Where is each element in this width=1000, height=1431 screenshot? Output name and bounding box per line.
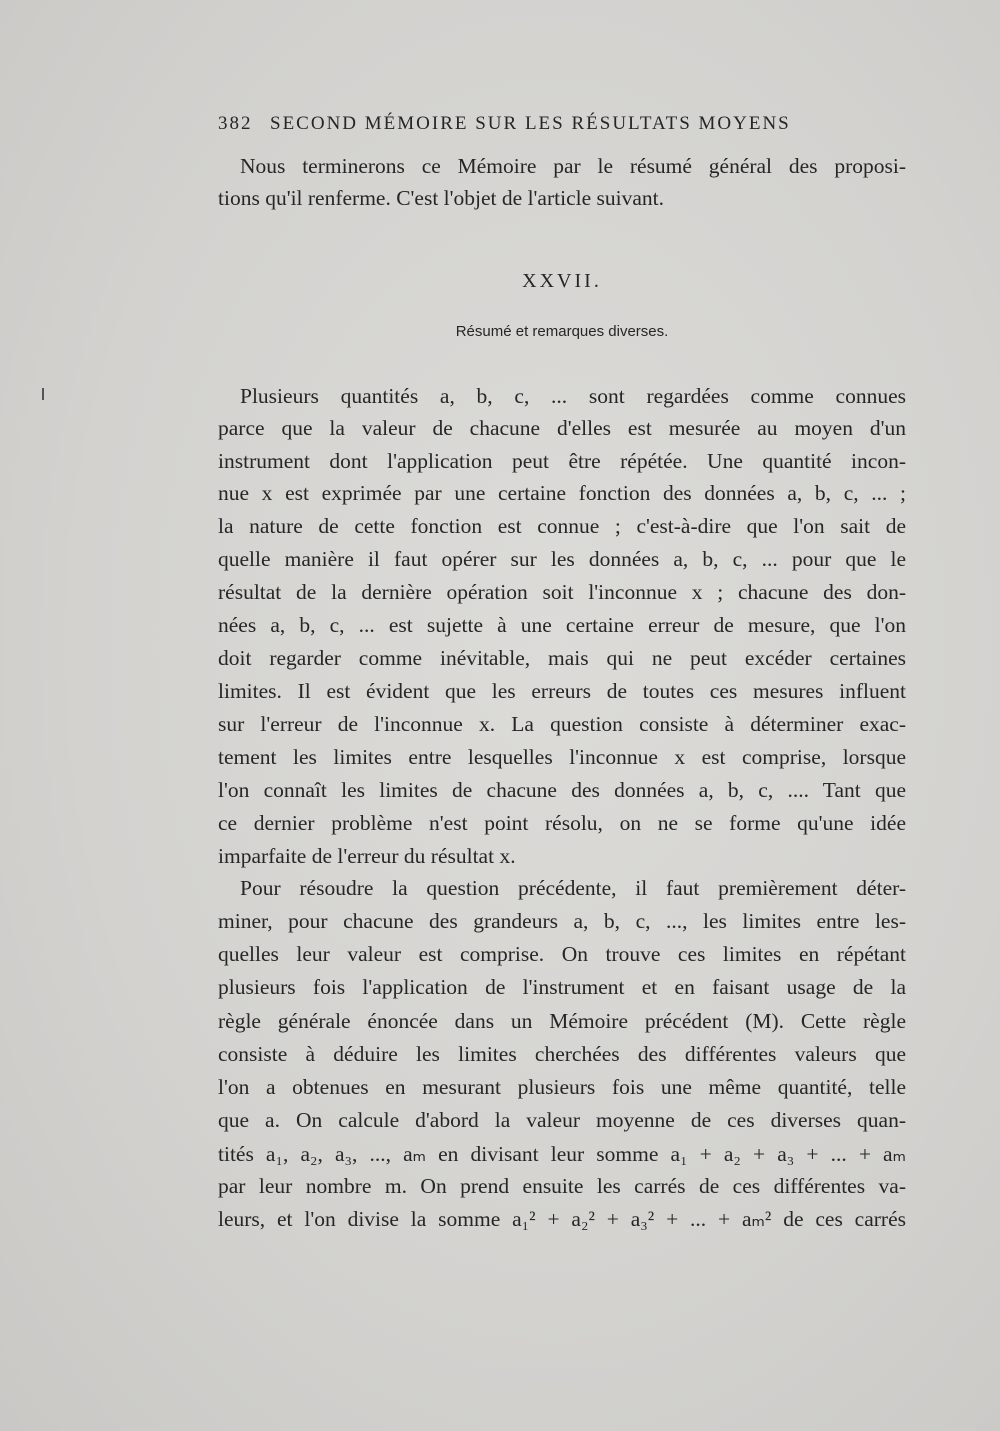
text-line: tement les limites entre lesquelles l'inconnue x est comprise, lorsque: [218, 745, 906, 769]
text-line: instrument dont l'application peut être répétée. Une quantité incon-: [218, 449, 906, 473]
text-line: nées a, b, c, ... est sujette à une certaine erreur de mesure, que l'on: [218, 613, 906, 637]
text-line: leurs, et l'on divise la somme a₁² + a₂² + a₃² + ... + aₘ² de ces carrés: [218, 1207, 906, 1231]
running-head: [218, 113, 908, 143]
text-line: l'on a obtenues en mesurant plusieurs fois une même quantité, telle: [218, 1075, 906, 1099]
text-line: parce que la valeur de chacune d'elles est mesurée au moyen d'un: [218, 416, 906, 440]
margin-mark: [42, 388, 44, 400]
text-line: nue x est exprimée par une certaine fonction des données a, b, c, ... ;: [218, 481, 906, 505]
section-title: Résumé et remarques diverses.: [455, 323, 669, 340]
text-line: résultat de la dernière opération soit l'inconnue x ; chacune des don-: [218, 580, 906, 604]
text-line: tités a₁, a₂, a₃, ..., aₘ en divisant leur somme a₁ + a₂ + a₃ + ... + aₘ: [218, 1142, 906, 1166]
text-line: que a. On calcule d'abord la valeur moyenne de ces diverses quan-: [218, 1108, 906, 1132]
text-line: consiste à déduire les limites cherchées des différentes valeurs que: [218, 1042, 906, 1066]
text-line: imparfaite de l'erreur du résultat x.: [218, 844, 516, 868]
section-number: XXVII.: [522, 270, 602, 292]
text-line: l'on connaît les limites de chacune des données a, b, c, .... Tant que: [218, 778, 906, 802]
text-line: par leur nombre m. On prend ensuite les carrés de ces différentes va-: [218, 1174, 906, 1198]
text-line: quelles leur valeur est comprise. On trouve ces limites en répétant: [218, 942, 906, 966]
text-line: sur l'erreur de l'inconnue x. La question consiste à déterminer exac-: [218, 712, 906, 736]
text-line: quelle manière il faut opérer sur les données a, b, c, ... pour que le: [218, 547, 906, 571]
text-line: limites. Il est évident que les erreurs de toutes ces mesures influent: [218, 679, 906, 703]
text-line: plusieurs fois l'application de l'instrument et en faisant usage de la: [218, 975, 906, 999]
text-line: tions qu'il renferme. C'est l'objet de l'article suivant.: [218, 186, 664, 210]
text-line: Nous terminerons ce Mémoire par le résumé général des proposi-: [240, 154, 906, 178]
text-line: miner, pour chacune des grandeurs a, b, c, ..., les limites entre les-: [218, 909, 906, 933]
text-line: Plusieurs quantités a, b, c, ... sont regardées comme connues: [240, 384, 906, 408]
text-line: la nature de cette fonction est connue ; c'est-à-dire que l'on sait de: [218, 514, 906, 538]
text-line: doit regarder comme inévitable, mais qui ne peut excéder certaines: [218, 646, 906, 670]
text-line: Pour résoudre la question précédente, il faut premièrement déter-: [240, 876, 906, 900]
text-line: règle générale énoncée dans un Mémoire précédent (M). Cette règle: [218, 1009, 906, 1033]
text-line: ce dernier problème n'est point résolu, on ne se forme qu'une idée: [218, 811, 906, 835]
running-title: SECOND MÉMOIRE SUR LES RÉSULTATS MOYENS: [270, 113, 791, 134]
page-number: 382: [218, 113, 253, 134]
